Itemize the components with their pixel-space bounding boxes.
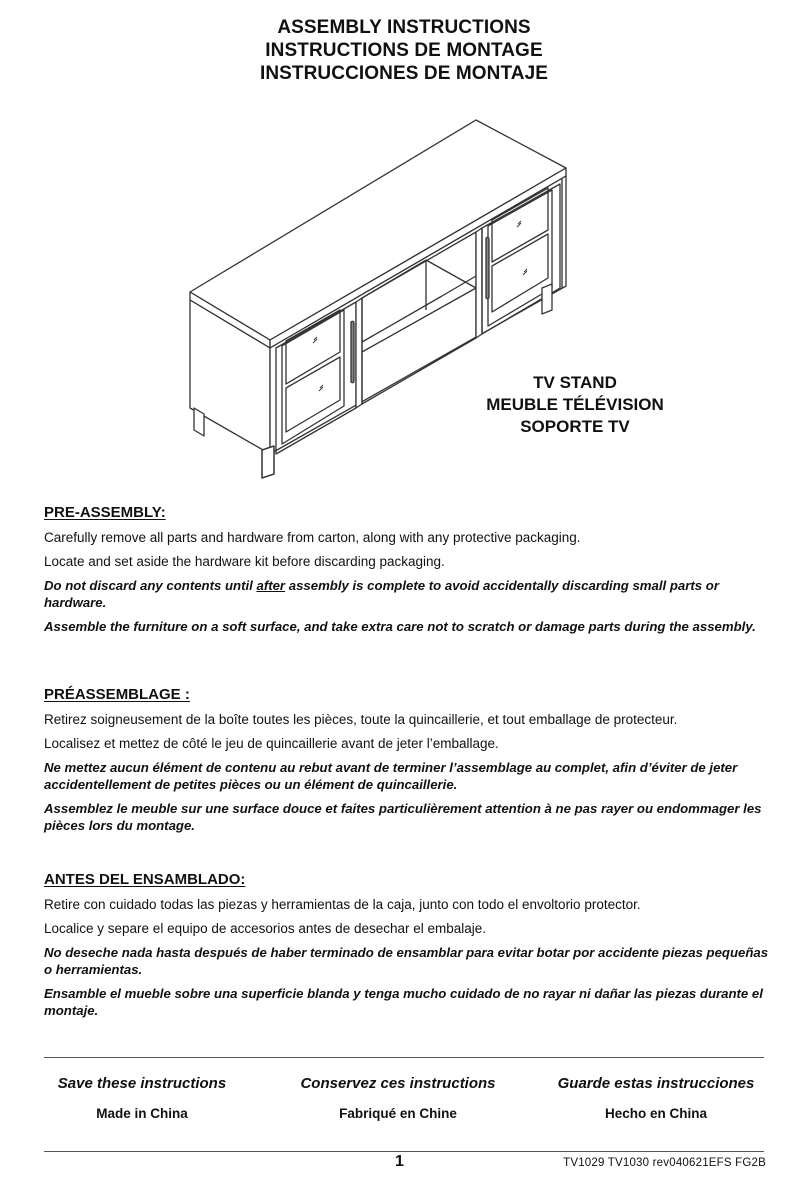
model-code: TV1029 TV1030 rev040621EFS FG2B [563, 1157, 766, 1169]
instruction-text: Retire con cuidado todas las piezas y herramientas de la caja, junto con todo el envoltorio protector. [44, 897, 641, 912]
footer-divider-top [44, 1057, 764, 1058]
instruction-text: Locate and set aside the hardware kit before discarding packaging. [44, 554, 445, 569]
warning-text: Assemble the furniture on a soft surface, and take extra care not to scratch or damage parts during the assembly. [44, 619, 756, 634]
warning-text-part: assembly is complete to avoid accidentally discarding small parts or hardware. [44, 578, 719, 610]
save-text-french: Conservez ces instructions [300, 1075, 496, 1092]
warning-text: Assemblez le meuble sur une surface douce et faites particulièrement attention à ne pas rayer ou endommager les pièces lors du montage. [44, 801, 762, 833]
product-name-spanish: SOPORTE TV [520, 417, 630, 436]
instruction-text: Retirez soigneusement de la boîte toutes les pièces, toute la quincaillerie, et tout emballage de protecteur. [44, 712, 678, 727]
made-in-english: Made in China [96, 1106, 188, 1121]
section-heading: ANTES DEL ENSAMBLADO: [44, 871, 246, 888]
warning-text: Ne mettez aucun élément de contenu au rebut avant de terminer l’assemblage au complet, afin d’éviter de jeter accidentellement de petites pièces ou un élément de quincaillerie. [44, 760, 738, 792]
pre-assembly-section-french [44, 686, 774, 841]
section-heading: PRÉASSEMBLAGE : [44, 686, 190, 703]
warning-text: No deseche nada hasta después de haber terminado de ensamblar para evitar botar por accidente piezas pequeñas o herramientas. [44, 945, 769, 977]
page-number: 1 [395, 1153, 404, 1170]
title-spanish: INSTRUCCIONES DE MONTAJE [259, 63, 549, 84]
title-french: INSTRUCTIONS DE MONTAGE [265, 40, 543, 61]
product-name-french: MEUBLE TÉLÉVISION [486, 395, 664, 414]
made-in-french: Fabriqué en Chine [339, 1106, 457, 1121]
underlined-after: after [256, 578, 286, 593]
warning-text-part: Do not discard any contents until [44, 578, 257, 593]
footer-divider-bottom [44, 1151, 764, 1152]
instruction-text: Localisez et mettez de côté le jeu de quincaillerie avant de jeter l’emballage. [44, 736, 499, 751]
made-in-spanish: Hecho en China [604, 1106, 707, 1121]
product-name-english: TV STAND [533, 373, 617, 392]
instruction-text: Localice y separe el equipo de accesorios antes de desechar el embalaje. [44, 921, 487, 936]
pre-assembly-section-spanish [44, 871, 774, 1026]
instruction-text: Carefully remove all parts and hardware from carton, along with any protective packaging. [44, 530, 581, 545]
product-name-block [455, 372, 695, 438]
title-english: ASSEMBLY INSTRUCTIONS [277, 17, 531, 38]
save-text-english: Save these instructions [57, 1075, 227, 1092]
section-heading: PRE-ASSEMBLY: [44, 504, 166, 521]
save-text-spanish: Guarde estas instrucciones [557, 1075, 755, 1092]
warning-text [44, 577, 774, 611]
warning-text: Ensamble el mueble sobre una superficie blanda y tenga mucho cuidado de no rayar ni dañar las piezas durante el montaje. [44, 986, 763, 1018]
document-title-block [0, 16, 808, 85]
pre-assembly-section-english [44, 504, 774, 642]
